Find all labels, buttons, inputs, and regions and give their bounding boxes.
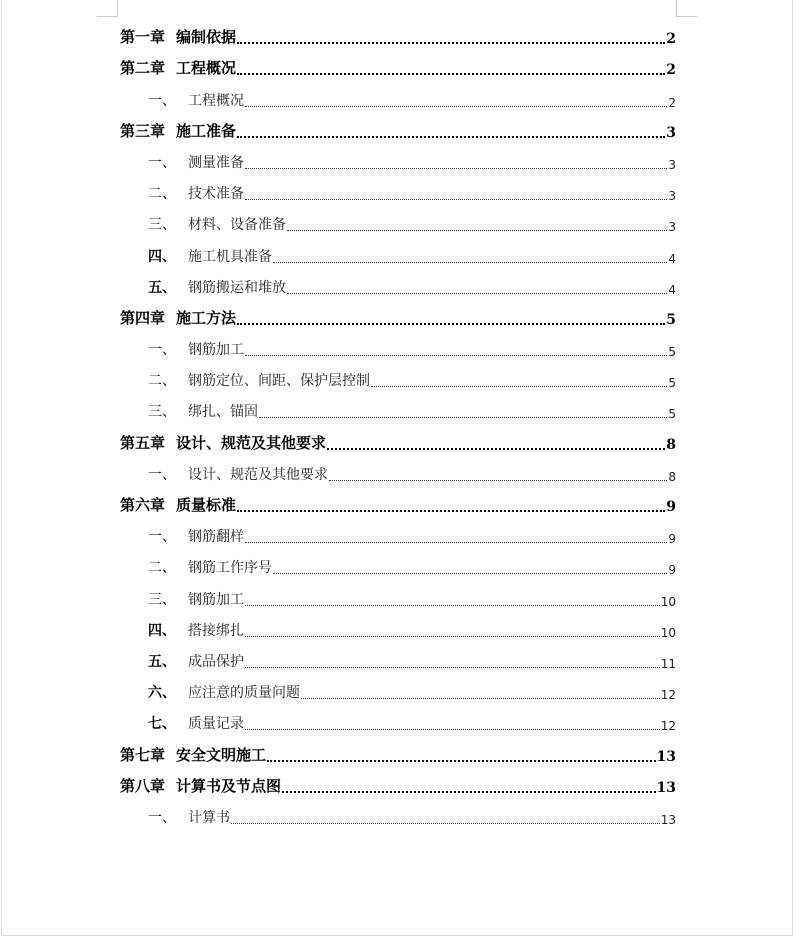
toc-entry-title: 钢筋搬运和堆放	[188, 279, 286, 296]
toc-dot-leader	[245, 542, 667, 543]
toc-entry-number: 一、	[148, 342, 176, 359]
toc-entry-title: 钢筋定位、间距、保护层控制	[188, 373, 370, 390]
toc-section-entry[interactable]	[120, 147, 676, 178]
toc-entry-title: 钢筋工作序号	[188, 560, 272, 577]
toc-dot-leader	[273, 262, 667, 263]
toc-entry-title: 质量标准	[176, 496, 237, 514]
toc-page-number: 3	[668, 189, 676, 204]
toc-dot-leader	[329, 480, 667, 481]
table-of-contents	[120, 22, 676, 833]
toc-dot-leader	[231, 823, 660, 824]
toc-entry-title: 钢筋翻样	[188, 529, 244, 546]
toc-dot-leader	[301, 698, 660, 699]
toc-entry-number: 一、	[148, 809, 176, 826]
toc-page-number: 12	[660, 719, 676, 734]
toc-page-number: 3	[666, 124, 676, 141]
toc-page-number: 4	[668, 282, 676, 297]
toc-dot-leader	[245, 199, 667, 200]
toc-page-number: 12	[660, 688, 676, 703]
toc-entry-number: 一、	[148, 466, 176, 483]
toc-entry-title: 施工机具准备	[188, 248, 272, 265]
toc-dot-leader	[327, 448, 665, 450]
toc-page-number: 2	[668, 95, 676, 110]
toc-entry-title: 钢筋加工	[188, 342, 244, 359]
toc-section-entry[interactable]	[120, 365, 676, 396]
toc-entry-title: 工程概况	[188, 92, 244, 109]
toc-page-number: 3	[668, 220, 676, 235]
toc-dot-leader	[245, 168, 667, 169]
toc-dot-leader	[267, 760, 656, 762]
toc-section-entry[interactable]	[120, 802, 676, 833]
toc-page-number: 5	[668, 345, 676, 360]
toc-page-number: 8	[668, 469, 676, 484]
toc-dot-leader	[237, 42, 665, 44]
toc-entry-number: 第六章	[120, 496, 166, 514]
toc-chapter-entry[interactable]	[120, 490, 676, 521]
toc-entry-number: 第五章	[120, 433, 166, 452]
toc-dot-leader	[245, 636, 660, 637]
toc-entry-title: 成品保护	[188, 653, 244, 670]
toc-page-number: 13	[660, 812, 676, 827]
toc-entry-number: 第八章	[120, 776, 166, 795]
toc-entry-title: 编制依据	[176, 28, 237, 47]
toc-entry-title: 钢筋加工	[188, 591, 244, 608]
toc-entry-number: 五、	[148, 653, 176, 670]
toc-page-number: 5	[668, 376, 676, 391]
toc-section-entry[interactable]	[120, 178, 676, 209]
toc-entry-title: 搭接绑扎	[188, 622, 244, 639]
toc-dot-leader	[287, 293, 667, 294]
toc-entry-number: 第七章	[120, 745, 166, 764]
toc-page-number: 13	[656, 779, 676, 796]
toc-entry-number: 四、	[148, 622, 176, 639]
toc-entry-title: 应注意的质量问题	[188, 685, 300, 702]
toc-section-entry[interactable]	[120, 708, 676, 739]
toc-entry-title: 计算书	[188, 809, 230, 826]
toc-entry-title: 工程概况	[176, 59, 237, 78]
toc-page-number: 10	[660, 594, 676, 609]
toc-dot-leader	[237, 323, 665, 325]
toc-dot-leader	[287, 230, 667, 231]
toc-entry-number: 第一章	[120, 28, 166, 47]
toc-dot-leader	[237, 73, 665, 75]
toc-page-number: 8	[666, 436, 676, 453]
toc-entry-title: 计算书及节点图	[176, 776, 282, 795]
toc-section-entry[interactable]	[120, 552, 676, 583]
toc-entry-number: 一、	[148, 154, 176, 171]
toc-section-entry[interactable]	[120, 677, 676, 708]
toc-entry-number: 五、	[148, 279, 176, 296]
toc-section-entry[interactable]	[120, 396, 676, 427]
toc-section-entry[interactable]	[120, 646, 676, 677]
margin-corner-mark-right	[676, 0, 697, 17]
toc-section-entry[interactable]	[120, 240, 676, 271]
toc-dot-leader	[245, 605, 660, 606]
toc-page-number: 9	[668, 563, 676, 578]
toc-entry-number: 三、	[148, 404, 176, 421]
toc-entry-title: 材料、设备准备	[188, 217, 286, 234]
toc-dot-leader	[259, 417, 667, 418]
toc-page-number: 3	[668, 157, 676, 172]
toc-page-number: 9	[668, 532, 676, 547]
toc-section-entry[interactable]	[120, 209, 676, 240]
toc-chapter-entry[interactable]	[120, 116, 676, 147]
toc-section-entry[interactable]	[120, 334, 676, 365]
toc-entry-title: 技术准备	[188, 186, 244, 203]
toc-section-entry[interactable]	[120, 615, 676, 646]
toc-entry-number: 七、	[148, 716, 176, 733]
toc-page-number: 2	[666, 31, 676, 48]
toc-section-entry[interactable]	[120, 272, 676, 303]
toc-chapter-entry[interactable]	[120, 739, 676, 770]
toc-page-number: 2	[666, 62, 676, 79]
toc-dot-leader	[245, 355, 667, 356]
toc-section-entry[interactable]	[120, 521, 676, 552]
toc-entry-number: 四、	[148, 248, 176, 265]
toc-entry-number: 二、	[148, 186, 176, 203]
toc-entry-title: 安全文明施工	[176, 745, 267, 764]
toc-page-number: 5	[668, 407, 676, 422]
toc-dot-leader	[237, 510, 665, 512]
toc-section-entry[interactable]	[120, 459, 676, 490]
toc-chapter-entry[interactable]	[120, 427, 676, 458]
toc-section-entry[interactable]	[120, 583, 676, 614]
toc-page-number: 13	[656, 748, 676, 765]
toc-chapter-entry[interactable]	[120, 53, 676, 84]
toc-entry-number: 第三章	[120, 121, 166, 140]
toc-entry-number: 一、	[148, 529, 176, 546]
toc-dot-leader	[245, 667, 660, 668]
toc-entry-title: 质量记录	[188, 716, 244, 733]
toc-dot-leader	[245, 106, 667, 107]
toc-page-number: 9	[666, 499, 676, 515]
toc-entry-number: 六、	[148, 685, 176, 702]
toc-dot-leader	[282, 791, 656, 793]
toc-entry-number: 三、	[148, 591, 176, 608]
toc-section-entry[interactable]	[120, 84, 676, 115]
toc-entry-number: 第二章	[120, 59, 166, 78]
toc-page-number: 10	[660, 625, 676, 640]
toc-entry-number: 二、	[148, 373, 176, 390]
toc-chapter-entry[interactable]	[120, 22, 676, 53]
toc-dot-leader	[371, 386, 667, 387]
toc-page-number: 11	[660, 656, 676, 671]
toc-page-number: 4	[668, 251, 676, 266]
toc-entry-title: 绑扎、锚固	[188, 404, 258, 421]
toc-entry-title: 测量准备	[188, 154, 244, 171]
toc-entry-number: 三、	[148, 217, 176, 234]
toc-entry-number: 第四章	[120, 308, 166, 327]
toc-entry-number: 二、	[148, 560, 176, 577]
toc-page-number: 5	[666, 311, 676, 328]
toc-dot-leader	[237, 136, 665, 138]
toc-chapter-entry[interactable]	[120, 303, 676, 334]
toc-entry-number: 一、	[148, 92, 176, 109]
margin-corner-mark-left	[97, 0, 118, 17]
toc-chapter-entry[interactable]	[120, 771, 676, 802]
toc-entry-title: 施工方法	[176, 308, 237, 327]
toc-entry-title: 设计、规范及其他要求	[188, 466, 328, 483]
toc-dot-leader	[273, 573, 667, 574]
toc-dot-leader	[245, 729, 660, 730]
toc-entry-title: 设计、规范及其他要求	[176, 433, 327, 452]
toc-entry-title: 施工准备	[176, 121, 237, 140]
